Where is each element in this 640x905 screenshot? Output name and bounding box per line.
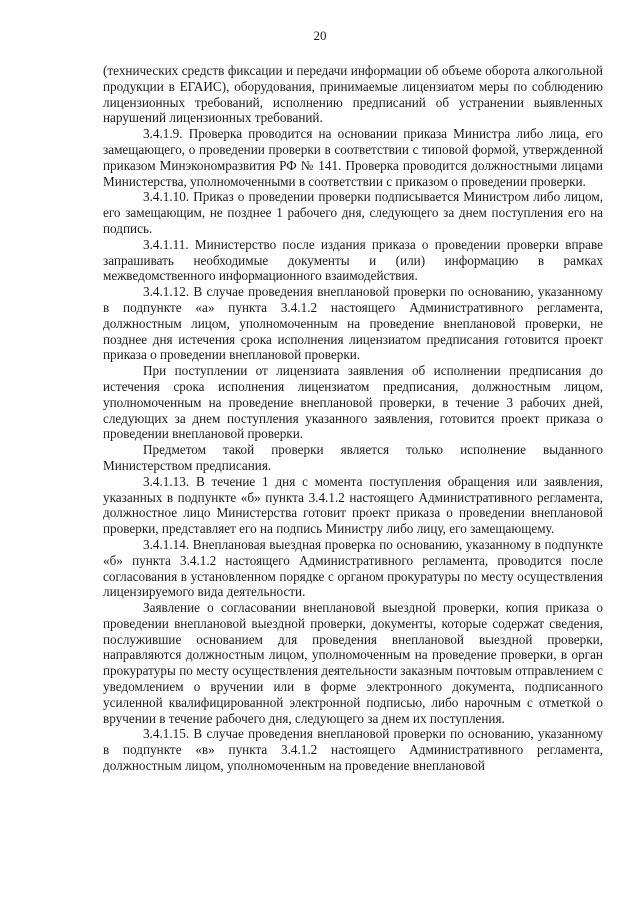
paragraph-3-4-1-13: 3.4.1.13. В течение 1 дня с момента поступления обращения или заявления, указанных в подпункте «б» пункта 3.4.1.2 настоящего Административного регламента, должностное лицо Министерства готовит проект приказа о проведении внеплановой проверки, представляет его на подпись Министру либо лицу, его замещающему. <box>103 473 603 537</box>
paragraph-continuation: (технических средств фиксации и передачи информации об объеме оборота алкогольной продукции в ЕГАИС), оборудования, принимаемые лицензиатом меры по соблюдению лицензионных требований, исполнению предписаний об устранении выявленных нарушений лицензионных требований. <box>103 63 603 126</box>
paragraph-3-4-1-15: 3.4.1.15. В случае проведения внеплановой проверки по основанию, указанному в подпункте «в» пункта 3.4.1.2 настоящего Административного регламента, должностным лицом, уполномоченным на проведение внеплановой <box>103 726 603 774</box>
paragraph-3-4-1-12: 3.4.1.12. В случае проведения внеплановой проверки по основанию, указанному в подпункте «а» пункта 3.4.1.2 настоящего Административного регламента, должностным лицом, уполномоченным на проведение внеплановой проверки, не позднее дня истечения срока исполнения лицензиатом предписания готовится проект приказа о проведении внеплановой проверки. <box>103 284 603 363</box>
body-text <box>103 63 603 774</box>
paragraph-3-4-1-14: 3.4.1.14. Внеплановая выездная проверка по основанию, указанному в подпункте «б» пункта 3.4.1.2 настоящего Административного регламента, проводится после согласования в установленном порядке с органом прокуратуры по месту осуществления лицензируемого вида деятельности. <box>103 536 603 600</box>
page-number: 20 <box>313 28 327 43</box>
paragraph-3-4-1-11: 3.4.1.11. Министерство после издания приказа о проведении проверки вправе запрашивать необходимые документы и (или) информацию в рамках межведомственного информационного взаимодействия. <box>103 236 603 284</box>
paragraph-statement-receipt: При поступлении от лицензиата заявления об исполнении предписания до истечения срока исполнения лицензиатом предписания, должностным лицом, уполномоченным на проведение внеплановой проверки, в течение 3 рабочих дней, следующих за днем поступления указанного заявления, готовится проект приказа о проведении внеплановой проверки. <box>103 363 603 442</box>
paragraph-3-4-1-10: 3.4.1.10. Приказ о проведении проверки подписывается Министром либо лицом, его замещающим, не позднее 1 рабочего дня, следующего за днем поступления его на подпись. <box>103 189 603 236</box>
paragraph-3-4-1-9: 3.4.1.9. Проверка проводится на основании приказа Министра либо лица, его замещающего, о проведении проверки в соответствии с типовой формой, утвержденной приказом Минэкономразвития РФ № 141. Проверка проводится должностными лицами Министерства, уполномоченными в соответствии с приказом о проведении проверки. <box>103 126 603 189</box>
paragraph-prosecutor-approval: Заявление о согласовании внеплановой выездной проверки, копия приказа о проведении внеплановой выездной проверки, документы, которые содержат сведения, послужившие основанием для проведения внеплановой выездной проверки, направляются должностным лицом, уполномоченным на проведение проверки, в орган прокуратуры по месту осуществления деятельности заказным почтовым отправлением с уведомлением о вручении или в форме электронного документа, подписанного усиленной квалифицированной электронной подписью, либо нарочным с отметкой о вручении в течение рабочего дня, следующего за днем их поступления. <box>103 600 603 726</box>
paragraph-subject-of-check: Предметом такой проверки является только исполнение выданного Министерством предписания. <box>103 442 603 473</box>
